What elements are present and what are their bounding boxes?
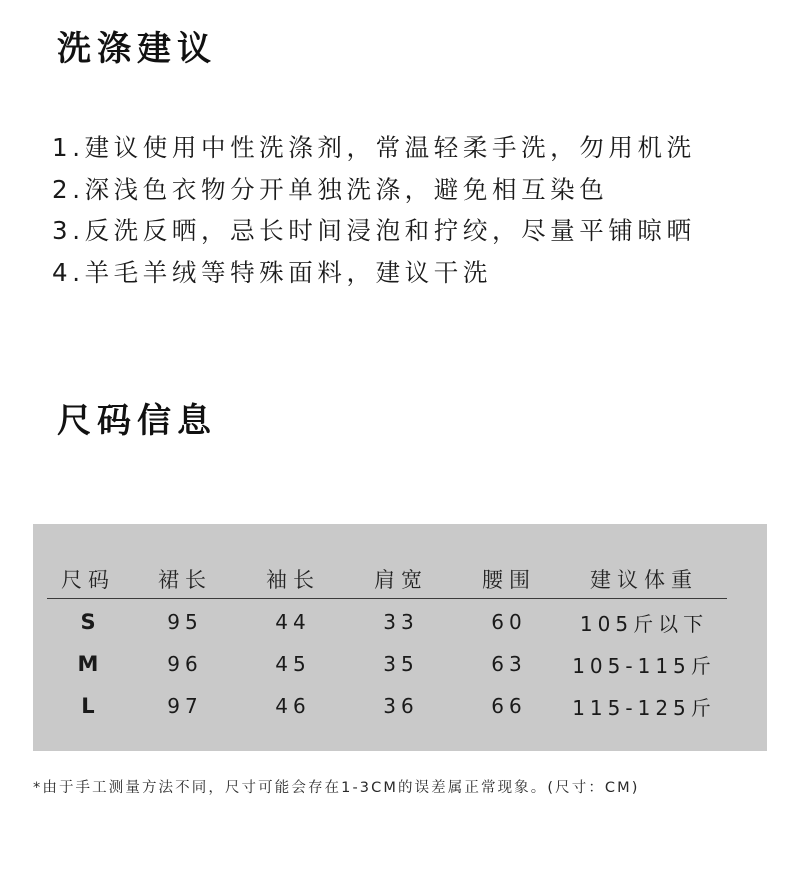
cell-size: S: [80, 610, 96, 634]
cell-size: L: [81, 694, 95, 718]
column-header-dress-length: 裙长: [129, 560, 241, 599]
washing-advice-item: 4.羊毛羊绒等特殊面料，建议干洗: [52, 257, 492, 287]
cell-size: M: [77, 652, 99, 676]
cell-dress-length: 97: [167, 694, 203, 718]
table-row: [47, 643, 727, 685]
column-header-shoulder-width: 肩宽: [345, 560, 457, 599]
table-row: [47, 599, 727, 644]
cell-sleeve-length: 44: [275, 610, 311, 634]
table-row: [47, 685, 727, 727]
cell-suggested-weight: 115-125斤: [572, 695, 716, 720]
cell-shoulder-width: 33: [383, 610, 419, 634]
column-header-sleeve-length: 袖长: [241, 560, 345, 599]
cell-waist: 60: [491, 610, 527, 634]
cell-dress-length: 95: [167, 610, 203, 634]
cell-shoulder-width: 36: [383, 694, 419, 718]
cell-shoulder-width: 35: [383, 652, 419, 676]
cell-suggested-weight: 105斤以下: [579, 611, 709, 636]
cell-suggested-weight: 105-115斤: [572, 653, 716, 678]
cell-waist: 63: [491, 652, 527, 676]
washing-advice-item: 2.深浅色衣物分开单独洗涤，避免相互染色: [52, 174, 609, 204]
size-table: [47, 560, 727, 727]
washing-advice-item: 1.建议使用中性洗涤剂，常温轻柔手洗，勿用机洗: [52, 133, 696, 162]
cell-dress-length: 96: [167, 652, 203, 676]
washing-advice-title: 洗涤建议: [57, 29, 217, 69]
size-info-title: 尺码信息: [57, 401, 217, 441]
column-header-size: 尺码: [47, 560, 129, 599]
cell-sleeve-length: 46: [275, 694, 311, 718]
size-table-panel: [33, 524, 767, 751]
cell-waist: 66: [491, 694, 527, 718]
column-header-suggested-weight: 建议体重: [561, 560, 727, 599]
measurement-footnote: *由于手工测量方法不同，尺寸可能会存在1-3CM的误差属正常现象。(尺寸：CM): [33, 780, 640, 796]
cell-sleeve-length: 45: [275, 652, 311, 676]
column-header-waist: 腰围: [457, 560, 561, 599]
washing-advice-item: 3.反洗反晒，忌长时间浸泡和拧绞，尽量平铺晾晒: [52, 216, 696, 245]
washing-advice-list: [52, 127, 696, 293]
table-header-row: [47, 560, 727, 599]
